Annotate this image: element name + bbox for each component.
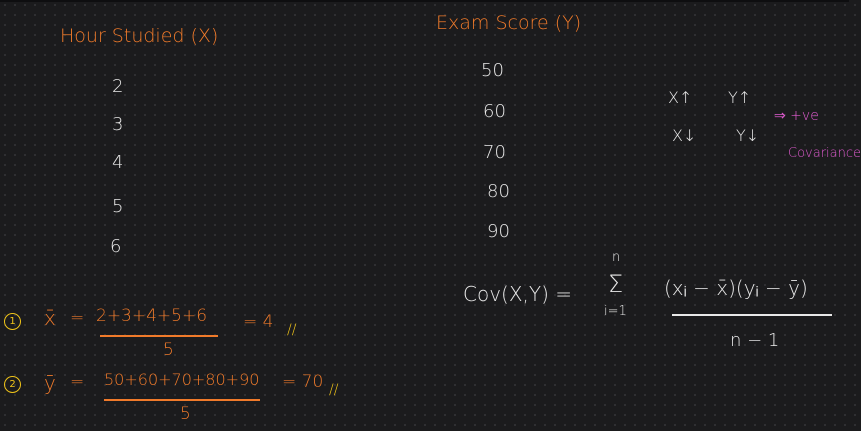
hours-header: Hour Studied (X): [60, 25, 219, 47]
mean-x-answer-mark: //: [287, 322, 297, 338]
x-up-label: X↑: [668, 88, 693, 107]
score-value: 50: [481, 60, 504, 81]
sum-lower-limit: i=1: [604, 304, 627, 319]
mean-x-symbol: x̄: [44, 306, 56, 330]
hours-value: 4: [112, 152, 124, 173]
score-value: 70: [483, 142, 506, 163]
hours-value: 5: [112, 196, 124, 217]
mean-y-answer-mark: //: [329, 382, 339, 398]
formula-denominator: n − 1: [730, 330, 780, 351]
score-header: Exam Score (Y): [436, 12, 582, 34]
score-value: 90: [487, 221, 510, 242]
y-up-label: Y↑: [728, 88, 752, 107]
mean-x-result: = 4: [243, 312, 274, 332]
hours-value: 2: [112, 76, 124, 97]
step-number-badge: 2: [4, 376, 21, 393]
score-value: 60: [483, 101, 506, 122]
mean-y-symbol: ȳ: [44, 371, 56, 395]
mean-x-equals: =: [70, 308, 85, 328]
sum-symbol: Σ: [608, 270, 624, 298]
formula-lhs: Cov(X,Y) =: [463, 282, 573, 306]
mean-y-fraction-bar: [104, 399, 260, 401]
formula-fraction-bar: [672, 314, 832, 316]
mean-y-numerator: 50+60+70+80+90: [104, 370, 260, 389]
mean-y-denominator: 5: [180, 404, 191, 424]
mean-x-fraction-bar: [100, 335, 218, 337]
mean-x-numerator: 2+3+4+5+6: [96, 306, 208, 326]
covariance-label: Covariance: [788, 146, 861, 161]
hours-value: 6: [110, 236, 122, 257]
formula-numerator: (xᵢ − x̄)(yᵢ − ȳ): [664, 276, 808, 300]
top-edge: [0, 0, 849, 2]
positive-arrow-text: ⇒ +ve: [774, 108, 819, 124]
mean-x-denominator: 5: [163, 340, 174, 360]
mean-y-equals: =: [70, 372, 85, 392]
step-number-badge: 1: [4, 313, 21, 330]
x-down-label: X↓: [672, 126, 697, 145]
sum-upper-limit: n: [612, 250, 621, 265]
mean-y-result: = 70: [282, 372, 324, 392]
hours-value: 3: [112, 114, 124, 135]
score-value: 80: [487, 181, 510, 202]
y-down-label: Y↓: [736, 126, 760, 145]
